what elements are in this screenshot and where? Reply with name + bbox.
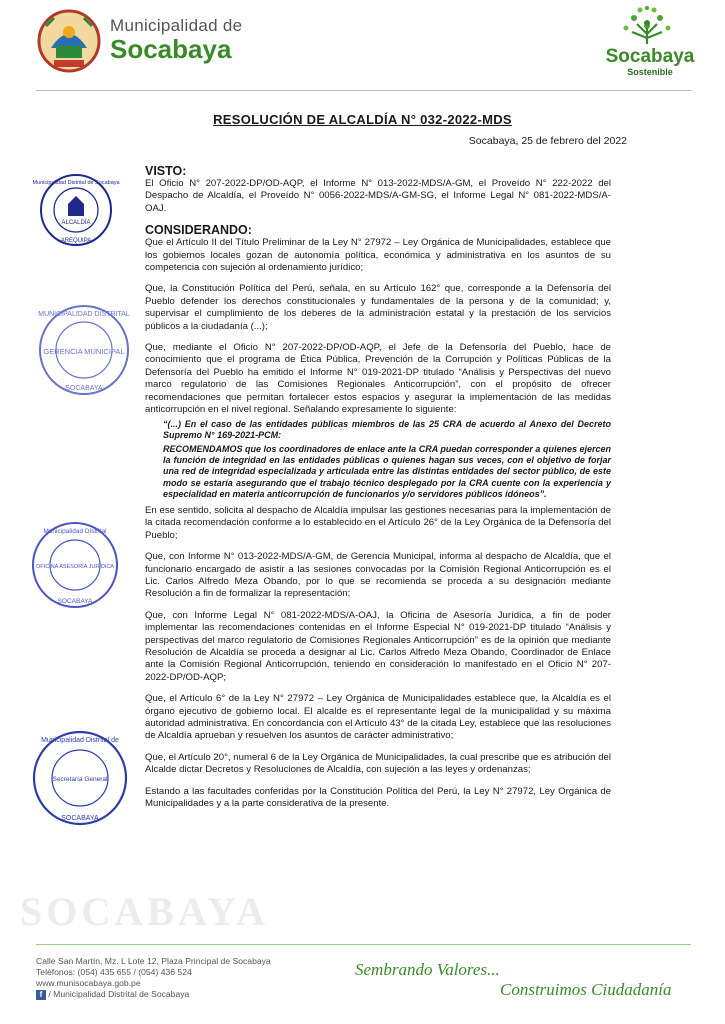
considerando-heading: CONSIDERANDO:: [145, 223, 252, 238]
considerando-paragraph: Que, el Artículo 6° de la Ley N° 27972 – Ley Orgánica de Municipalidades establece que, la Alcaldía es el órgano ejecutivo de gobierno local. El alcalde es el representante legal de la municipalidad y su máxima autoridad administrativa. En concordancia con el Artículo 43° de la citada Ley, establece que las resoluciones de Alcaldía aprueban y resuelven los asuntos de carácter administrativo;: [145, 693, 611, 742]
stamp-4-ring-text: Municipalidad Distrital de: [41, 737, 119, 744]
visto-heading: VISTO:: [145, 164, 187, 178]
considerando-paragraph: En ese sentido, solicita al despacho de Alcaldía impulsar las gestiones necesarias para la implementación de la citada recomendación conforme a lo establecido en el Artículo 26° de la Ley Orgánica de la Defensoría del Pueblo;: [145, 504, 611, 541]
quoted-recommendation: RECOMENDAMOS que los coordinadores de enlace ante la CRA puedan corresponder a quienes ejercen la función de integridad en las entidades públicas o quienes hagan sus veces, con el objetivo de forjar una red de integridad especializada y articulada entre las distintas entidades del sector público, de este modo se estaría asegurando que el trabajo técnico desplegado por la CRA cuente con la experiencia y especialidad en materia anticorrupción de funcionarios y/o servidores públicos idóneos”.: [163, 443, 611, 499]
header-divider: [36, 90, 691, 91]
gerencia-municipal-stamp-icon: [36, 302, 132, 398]
stamp-1-ring-text: Municipalidad Distrital de Socabaya: [32, 180, 120, 186]
footer-divider: [36, 944, 691, 945]
footer-website[interactable]: www.munisocabaya.gob.pe: [36, 978, 141, 988]
visto-text: El Oficio N° 207-2022-DP/OD-AQP, el Informe N° 013-2022-MDS/A-GM, el Proveído N° 222-2022 del Despacho de Alcaldía, el Proveído N° 0056-2022-MDS/A-GM-SG, el Informe Legal N° 081-2022-MDS/A-OAJ.: [145, 178, 611, 214]
secretaria-general-stamp-icon: [30, 728, 130, 828]
asesoria-juridica-stamp-icon: [30, 520, 120, 610]
resolution-title: RESOLUCIÓN DE ALCALDÍA N° 032-2022-MDS: [213, 112, 512, 127]
footer-facebook-label: / Municipalidad Distrital de Socabaya: [48, 989, 190, 999]
footer-facebook[interactable]: [36, 989, 271, 1000]
considerando-paragraph: Que, con Informe Legal N° 081-2022-MDS/A-OAJ, la Oficina de Asesoría Jurídica, a fin de poder implementar las recomendaciones contenidas en el Informe Especial N° 019-2021-DP titulado “Análisis y perspectivas del marco regulatorio de Comisiones Regionales Anticorrupción” es de la opinión que mediante Resolución de Alcaldía se proceda a designar al Lic. Carlos Alfredo Meza Obando, Coordinador de Enlace ante la Comisión Regional Anticorrupción, teniendo en consideración lo manifestado en el Oficio N° 207-2022-DP/OD-AQP;: [145, 609, 611, 683]
letterhead: [0, 0, 725, 100]
slogan-line-1: Sembrando Valores...: [355, 960, 500, 979]
alcaldia-stamp-icon: [32, 172, 120, 248]
watermark: SOCABAYA: [20, 889, 270, 934]
stamp-4-center: Secretaría General: [52, 776, 108, 783]
considerando-paragraph: Que, el Artículo 20°, numeral 6 de la Ley Orgánica de Municipalidades, la cual prescribe que es atribución del Alcalde dictar Decretos y Resoluciones de Alcaldía, con sujeción a las leyes y ordenanzas;: [145, 751, 611, 776]
footer-contact: [36, 956, 271, 1000]
footer-address: Calle San Martín, Mz. L Lote 12, Plaza Principal de Socabaya: [36, 956, 271, 966]
footer-phones: Teléfonos: (054) 435 655 / (054) 436 524: [36, 967, 192, 977]
logo-tagline: Sostenible: [627, 67, 673, 77]
facebook-icon: f: [36, 990, 46, 1000]
resolution-body: [145, 165, 611, 819]
slogan-line-2: Construimos Ciudadanía: [500, 980, 672, 999]
considerando-paragraph: Que, mediante el Oficio N° 207-2022-DP/OD-AQP, el Jefe de la Defensoría del Pueblo, hace de conocimiento que el programa de Ética Pública, Prevención de la Corrupción y Políticas Públicas de la Defensoría del Pueblo ha emitido el Informe N° 019-2021-DP titulado “Análisis y Perspectivas del nuevo marco regulatorio de las Comisiones Regionales Anticorrupción”, con el propósito de ofrecer recomendaciones que permitan fortalecer estos espacios y asegurar la implementación de las medidas anticorrupción en el nivel regional. Señalando expresamente lo siguiente:: [145, 342, 611, 416]
logo-name: Socabaya: [605, 46, 695, 67]
stamp-3-bottom: SOCABAYA: [57, 598, 93, 605]
stamp-2-bottom: SOCABAYA: [65, 385, 103, 392]
considerando-paragraph: Que, con Informe N° 013-2022-MDS/A-GM, de Gerencia Municipal, informa al despacho de Alcaldía, que el funcionario encargado de asistir a las sesiones convocadas por la Comisión Regional Anticorrupción es el Lic. Carlos Alfredo Meza Obando, por lo que se recomienda se proceda a su designación mediante Resolución a fin de formalizar la representación;: [145, 551, 611, 600]
stamp-4-bottom: SOCABAYA: [61, 815, 99, 822]
stamp-1-bottom: AREQUIPA: [60, 238, 92, 244]
stamp-2-ring-text: MUNICIPALIDAD DISTRITAL: [38, 311, 130, 318]
municipality-name: Socabaya: [110, 34, 232, 64]
municipal-crest-icon: [36, 8, 102, 74]
resolution-date: Socabaya, 25 de febrero del 2022: [468, 135, 627, 147]
stamp-1-center: ALCALDÍA: [61, 220, 91, 226]
considerando-paragraph: Que el Artículo II del Título Preliminar de la Ley N° 27972 – Ley Orgánica de Municipalidades, establece que los gobiernos locales gozan de autonomía política, económica y administrativa en los asuntos de su competencia con sujeción al ordenamiento jurídico;: [145, 237, 611, 274]
stamp-3-ring-text: Municipalidad Distrital: [43, 528, 107, 535]
municipality-subtitle: Municipalidad de: [110, 16, 243, 35]
stamp-3-center: OFICINA ASESORÍA JURÍDICA: [36, 564, 114, 570]
considerando-paragraph: Estando a las facultades conferidas por la Constitución Política del Perú, la Ley N° 27972, Ley Orgánica de Municipalidades y a la parte considerativa de la presente.: [145, 785, 611, 810]
quoted-text: “(...) En el caso de las entidades públicas miembros de las 25 CRA de acuerdo al Anexo del Decreto Supremo N° 169-2021-PCM:: [163, 418, 611, 440]
stamp-2-center: GERENCIA MUNICIPAL: [43, 347, 125, 356]
considerando-paragraph: Que, la Constitución Política del Perú, señala, en su Artículo 162° que, corresponde a la Defensoría del Pueblo defender los derechos constitucionales y fundamentales de la persona y de la comunidad; y, supervisar el cumplimiento de los deberes de la administración estatal y la prestación de los servicios públicos a la ciudadanía (...);: [145, 283, 611, 332]
